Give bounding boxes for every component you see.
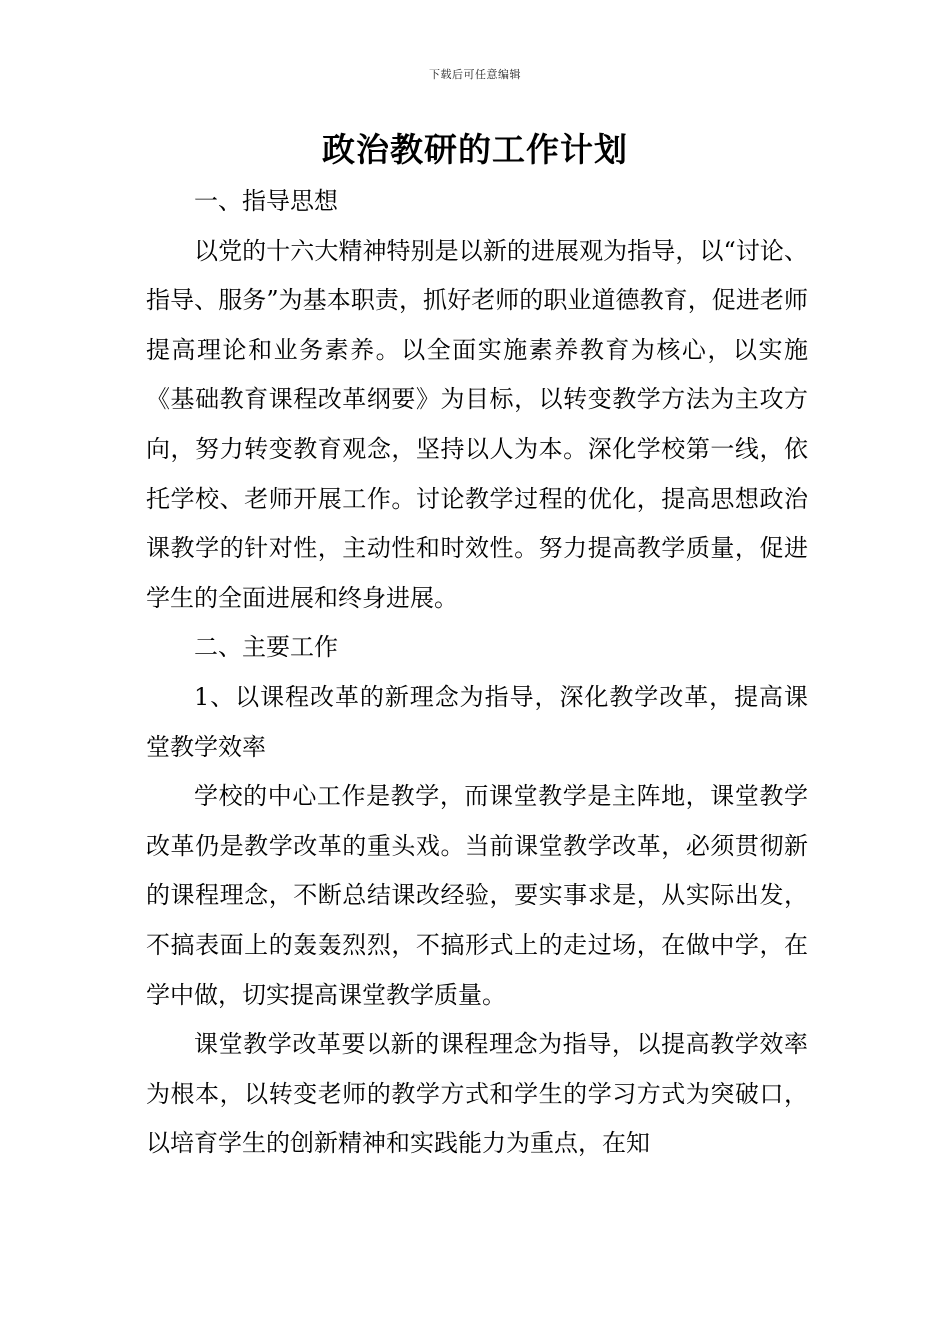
page-title: 政治教研的工作计划 <box>322 130 628 169</box>
paragraph: 课堂教学改革要以新的课程理念为指导，以提高教学效率为根本，以转变老师的教学方式和学生的学习方式为突破口，以培育学生的创新精神和实践能力为重点，在知 <box>146 1030 808 1158</box>
section-heading-guiding-thought: 一、指导思想 <box>194 187 338 215</box>
paragraph: 以党的十六大精神特别是以新的进展观为指导，以“讨论、指导、服务”为基本职责，抓好老师的职业道德教育，促进老师提高理论和业务素养。以全面实施素养教育为核心，以实施《基础教育课程改革纲要》为目标，以转变教学方法为主攻方向，努力转变教育观念，坚持以人为本。深化学校第一线，依托学校、老师开展工作。讨论教学过程的优化，提高思想政治课教学的针对性，主动性和时效性。努力提高教学质量，促进学生的全面进展和终身进展。 <box>146 236 808 612</box>
paragraph: 学校的中心工作是教学，而课堂教学是主阵地，课堂教学改革仍是教学改革的重头戏。当前课堂教学改革，必须贯彻新的课程理念，不断总结课改经验，要实事求是，从实际出发，不搞表面上的轰轰烈烈，不搞形式上的走过场，在做中学，在学中做，切实提高课堂教学质量。 <box>146 782 808 1009</box>
list-item-heading: 1、以课程改革的新理念为指导，深化教学改革，提高课堂教学效率 <box>146 682 808 761</box>
section-heading-main-work: 二、主要工作 <box>194 633 338 662</box>
header-note: 下载后可任意编辑 <box>429 68 521 81</box>
document-body <box>146 177 808 1169</box>
